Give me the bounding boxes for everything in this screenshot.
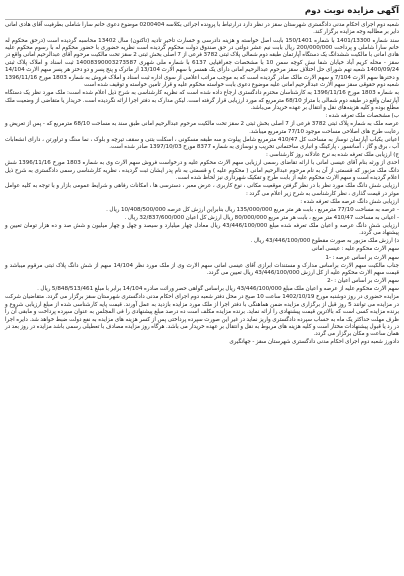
signature-line: دادورز شعبه دوم اجرای احکام مدنی دادگستری شهرستان سقز - جهانگیری: [229, 339, 399, 346]
notice-header: [5, 3, 399, 20]
expert-referral-paragraph: به شماره 1803 مورخ 1396/11/16 به کارشناسان محترم دادگستری ارجاع داده شده است که نظریه کارشناسی به شرح ذیل اعلام شده است: ملک مورد نظر یک دستگاه آپارتمان واقع در طبقه دوم شمالی با متراژ 68/10 مترمربع که مورد ارزیابی قرار گرفته است. لیکن مدارک به دفتر اجرا ارائه نگردیده است. خریدار یا متقاضی از وضعیت ملک مطلع بوده و کلیه هزینه‌های نقل و انتقال بر عهده خریدار می‌باشد.: [5, 90, 399, 112]
building-paragraph: اعیانی یکباب آپارتمان نوساز به مساحت کل 410/47 مترمربع شامل پیلوت و سه طبقه مسکونی ، اسکلت بتنی و سقف تیرچه و بلوک ، نما سنگ و تراورتن ، دارای انشعابات آب ، برق و گاز ، آسانسور ، پارکینگ و انباری ساختمانی تخریب و نوسازی به شماره 8377 مورخ 1397/10/03 صادر شده است.: [5, 136, 399, 151]
intro-paragraph: شعبه دوم اجرای احکام مدنی دادگستری شهرستان سقز در نظر دارد درارتباط با پرونده اجرائی بکلاسه 0200404 موضوع دعوی خانم سارا شاملی بطرفیت آقای هادی امانی دایر بر مطالبه وجه مزایده برگزار کند.: [5, 22, 399, 36]
valuation-heading: ج) ارزیابی ملک تعرفه شده به نرخ عادلانه روز کارشناسی :: [265, 152, 399, 159]
land-paragraph: عرصه ملک به شماره پلاک ثبتی 3782 فرعی از 7 اصلی بخش ثبتی 2 سقز تحت مالکیت مرحوم عبدالرحیم امانی طبق سند به مساحت 68/10 مترمربع که - پس از تعریض و رعایت طرح های اصلاحی مساحت موجود 77/10 مترمربع میباشد.: [5, 121, 399, 135]
fixed-value-line: د) ارزش ملک مزبور به صورت مقطوع 43/446/100/000 ریال .: [250, 238, 399, 245]
case-details-paragraph: سند شماره 1401/13300 با شماره 150/1401 بابت اصل خواسته و هزینه دادرسی و خسارت تاخیر تادیه (تاکنون) سال 13402 محاسبه گردیده است (درحق محکوم له خانم سارا شاملی و پرداخت 200/000/000 ریال بابت نیم عشر دولتی در حق صندوق دولت محکوم گردیده است نظریه حضوری با حضور محکوم له با رسوم محکوم علیه هادی امانی با مالکیت ششدانگ یک دستگاه آپارتمان طبقه دوم شمالی پلاک ثبتی 3782 فرعی از 7 اصلی بخش ثبتی 2 سقز تحت مالکیت مرحوم آقای عبدالرحیم امانی واقع در سقز - محله کریم آباد خیابان شفا نبش کوچه سمن 10 با مشخصات جغرافیایی 6137 با شماره ملی شهری 14008390003273587 ثبت اسناد و املاک پلاک ثبتی 1400/09/24 شعبه نهم شورای حل اختلاف سقز مرحوم عبدالرحیم امانی دارای یک همسر با سهم الارث 13/104 از ماترک و پنج پسر و دو دختر هر پسر سهم الارث 14/104 و دخترها سهم الارث 7/104 و سهم الارث مالک صادر گردیده است که به موجب مراتب اعلامی از سوی اداره ثبت اسناد و املاک فروش به شماره 1803 مورخ 1396/11/16 شعبه دوم حقوقی سقز سهم الارث عبدالرحیم امانی علیه موضوع دعوی بابت خواسته محکوم علیه و قرار تامین خواسته و توقیف شده است: [5, 37, 400, 89]
land-value-line: - عرصه به مساحت 77/10 مترمربع ، بابت هر متر مربع 135/000/000 ریال بنابراین ارزش کل عرصه 10/408/500/000 ریال .: [106, 206, 399, 213]
heir-paragraph: احدی از ورثه بنام آقای عیسی امانی با ارائه تقاضای رسمی ارزیابی سهم الارث محکوم علیه و درخواست فروش سهم الارث وی به شماره 1803 مورخ 1396/11/16 شش دانگ ملک مزبور که قسمتی از آن به نام مرحوم عبدالرحیم امانی ( محکوم علیه ) و قسمتی به نام پدر ایشان ثبت گردیده ، نظریه کارشناسی رسمی دادگستری به شرح ذیل اعلام گردیده است و سهم الارث محکوم علیه از بابت طرح و تفکیک شهرداری نیز لحاظ شده است.: [5, 160, 399, 182]
total-value-paragraph: ارزیابی شش دانگ عرصه و اعیان ملک تعرفه شده مبلغ 43/446/100/000 ریال معادل چهار میلیارد و سیصد و چهل و چهار میلیون و شش صد و ده هزار تومان تعیین و پیشنهاد می گردد.: [5, 222, 399, 237]
land-valuation-heading: ارزیابی شش دانگ عرصه ملک تعرفه شده :: [300, 198, 399, 205]
valuation-basis-paragraph: ارزیابی شش دانگ ملک مورد نظر با در نظر گرفتن موقعیت مکانی ، نوع کاربری ، عرض معبر ، دسترسی ها ، امکانات رفاهی و شرایط عمومی بازار و با توجه به کلیه عوامل موثر در قیمت گذاری ، نظر کارشناسی به شرح زیر اعلام می گردد :: [5, 183, 399, 197]
property-specs-heading: ب) مشخصات ملک تعرفه شده :: [325, 113, 399, 120]
building-value-line: - اعیانی به مساحت 410/47 متر مربع ، بابت هر متر مربع 80/000/000 ریال ارزش کل اعیان 32/837/600/000 ریال .: [124, 214, 399, 221]
notice-title: آگهی مزایده نوبت دوم: [304, 6, 399, 16]
auction-terms-paragraph: مزایده حضوری در روز دوشنبه مورخ 1402/10/19 ساعت 10 صبح در محل دفتر شعبه دوم اجرای احکام مدنی دادگستری شهرستان سقز برگزار می گردد. متقاضیان شرکت در مزایده می توانند 5 روز قبل از برگزاری مزایده ضمن هماهنگی با دفتر اجرا از ملک مورد مزایده بازدید به عمل آورند. قیمت پایه کارشناسی شده از مبلغ ارزیابی شروع و برنده مزایده کسی است که بالاترین قیمت پیشنهادی را ارائه نماید. برنده مزایده مکلف است ده درصد مبلغ پیشنهادی را فی المجلس به عنوان سپرده پرداخت و مابقی آن را ظرف مهلت حداکثر یک ماه به حساب سپرده دادگستری واریز نماید در غیر این صورت سپرده پرداختی پس از کسر هزینه های مزایده به نفع دولت ضبط خواهد شد. دایره اجرا در رد یا قبول پیشنهادات مختار است و کلیه هزینه های مربوط به نقل و انتقال بر عهده خریدار می باشد. هرگاه روز مزایده مصادف با تعطیلی رسمی باشد مزایده در روز بعد در همان ساعت و مکان برگزار می گردد.: [5, 294, 399, 338]
notice-body: [5, 22, 399, 347]
share-heading: سهم الارث محکوم علیه : عیسی امانی: [311, 246, 399, 253]
share-land-paragraph: جناب مالکیت سهم الارث براساس مدارک و مستندات ابرازی آقای عیسی امانی سهم الارث وی از ملک مورد نظر 14/104 سهم از شش دانگ پلاک ثبتی مرقوم میباشد و قیمت سهم الارث محکوم علیه از کل ارزش 43/446/100/000 ریال تعیین می گردد.: [5, 262, 400, 276]
share-building-heading: سهم الارث بر اساس اعیان : -2: [327, 278, 399, 285]
share-land-heading: سهم الارث بر اساس عرصه : -1: [325, 254, 399, 261]
share-building-paragraph: سهم الارث محکوم علیه از عرصه و اعیان ملک مبلغ 43/446/100/000 ریال براساس گواهی حصر وراثت صادره 14/104 برابر با مبلغ 5/848/513/461 ریال .: [37, 286, 399, 293]
